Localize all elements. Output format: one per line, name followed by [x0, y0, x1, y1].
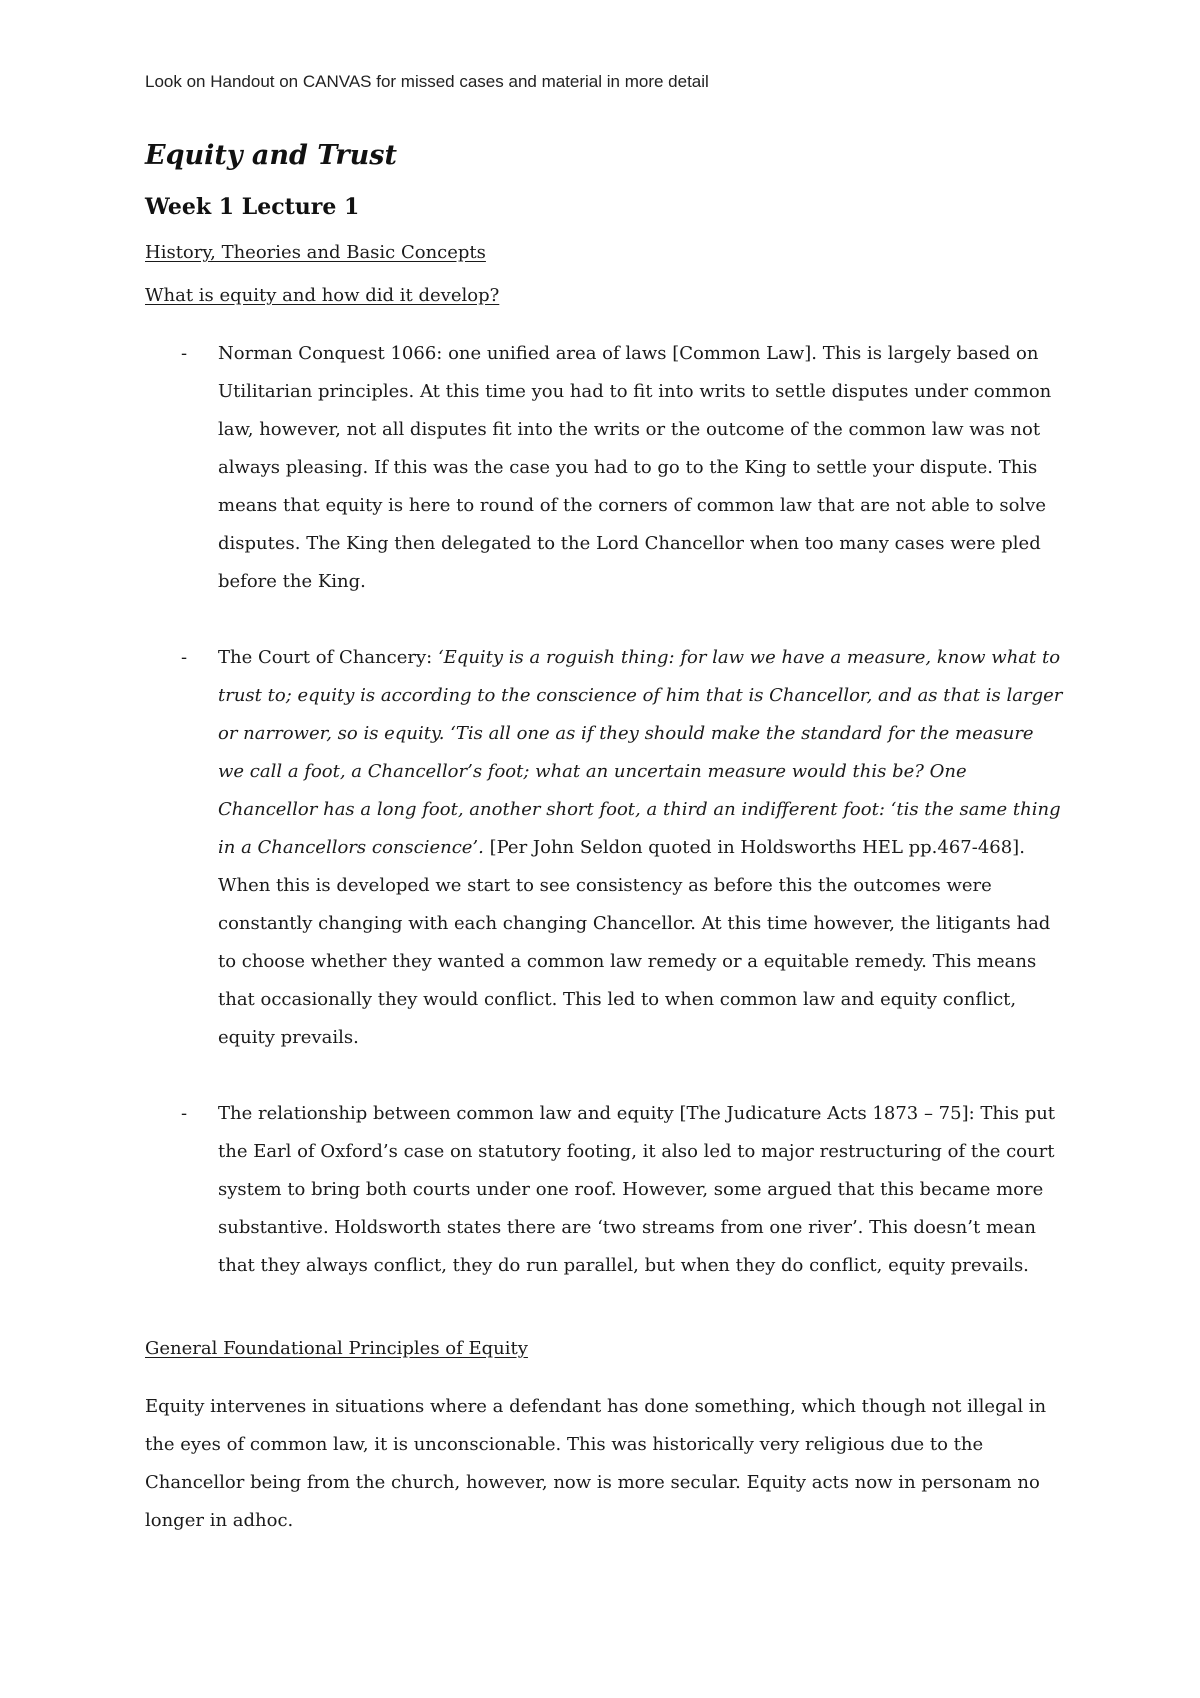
subheading-history: History, Theories and Basic Concepts — [145, 242, 486, 263]
bullet-text: The relationship between common law and equity [The Judicature Acts 1873 – 75]: This put the Earl of Oxford’s case on statutory footing, it also led to major restructuring of the court system to bring both courts under one roof. However, some argued that this became more substantive. Holdsworth states there are ‘two streams from one river’. This doesn’t mean that they always conflict, they do run parallel, but when they do conflict, equity prevails. — [218, 1103, 1056, 1276]
selden-quote: ‘Equity is a roguish thing: for law we have a measure, know what to trust to; equity is according to the conscience of him that is Chancellor, and as that is larger or narrower, so is equity. ‘Tis all one as if they should make the standard for the measure we call a foot, a Chancellor’s foot; what an uncertain measure would this be? One Chancellor has a long foot, another short foot, a third an indifferent foot: ‘tis the same thing in a Chancellors conscience’. — [218, 647, 1063, 858]
lecture-heading: Week 1 Lecture 1 — [145, 194, 360, 220]
bullet-text: Norman Conquest 1066: one unified area of laws [Common Law]. This is largely based on Utilitarian principles. At this time you had to fit into writs to settle disputes under common law, however, not all disputes fit into the writs or the outcome of the common law was not always pleasing. If this was the case you had to go to the King to settle your dispute. This means that equity is here to round of the corners of common law that are not able to solve disputes. The King then delegated to the Lord Chancellor when too many cases were pled before the King. — [218, 343, 1052, 592]
subheading-principles: General Foundational Principles of Equity — [145, 1338, 528, 1359]
subheading-what-is-equity: What is equity and how did it develop? — [145, 285, 500, 306]
bullet-norman-conquest — [145, 335, 1065, 601]
principles-paragraph: Equity intervenes in situations where a defendant has done something, which though not illegal in the eyes of common law, it is unconscionable. This was historically very religious due to the Chancellor being from the church, however, now is more secular. Equity acts now in personam no longer in adhoc. — [145, 1396, 1047, 1531]
document-title: Equity and Trust — [145, 140, 397, 171]
bullet-dash: - — [181, 1103, 188, 1124]
bullet-dash: - — [181, 343, 188, 364]
bullet-dash: - — [181, 647, 188, 668]
header-note: Look on Handout on CANVAS for missed cases and material in more detail — [145, 72, 709, 91]
bullet-text: [Per John Seldon quoted in Holdsworths HEL pp.467-468]. When this is developed we start to see consistency as before this the outcomes were constantly changing with each changing Chancellor. At this time however, the litigants had to choose whether they wanted a common law remedy or a equitable remedy. This means that occasionally they would conflict. This led to when common law and equity conflict, equity prevails. — [218, 837, 1051, 1048]
bullet-judicature-acts — [145, 1095, 1065, 1285]
bullet-lead: The Court of Chancery: — [218, 647, 438, 668]
bullet-court-of-chancery — [145, 639, 1065, 1057]
bullet-list — [145, 335, 1065, 1285]
